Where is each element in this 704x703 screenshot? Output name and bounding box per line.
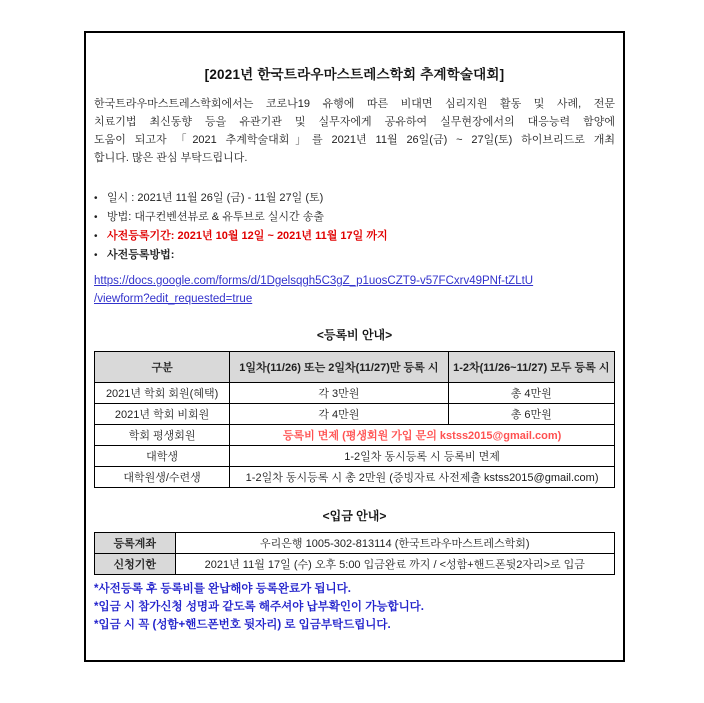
intro-line: 한국트라우마스트레스학회에서는 코로나19 유행에 따른 비대면 심리지원 활동 및 사례, 전문 (94, 98, 615, 110)
intro-line: 치료기법 최신동향 등을 유관기관 및 실무자에게 공유하여 실무현장에서의 대응능력 함양에 (94, 116, 615, 128)
intro-line: 합니다. 많은 관심 부탁드립니다. (94, 152, 248, 164)
table-row-nonmember (95, 404, 615, 425)
row-label: 2021년 학회 비회원 (95, 404, 230, 425)
registration-form-link[interactable] (94, 272, 615, 308)
fee-header-single-day: 1일차(11/26) 또는 2일차(11/27)만 등록 시 (230, 352, 448, 383)
fee-value-exempt: 등록비 면제 (평생회원 가입 문의 kstss2015@gmail.com) (230, 425, 615, 446)
payment-section-heading: <입금 안내> (322, 509, 387, 523)
intro-line: 도움이 되고자 「2021 추계학술대회」를 2021년 11월 26일(금) ~ 27일(토) 하이브리드로 개최 (94, 134, 615, 146)
payment-table (94, 532, 615, 575)
fee-header-both-days: 1-2차(11/26~11/27) 모두 등록 시 (448, 352, 614, 383)
note-line: *입금 시 참가신청 성명과 같도록 해주셔야 납부확인이 가능합니다. (94, 601, 424, 613)
row-label: 2021년 학회 회원(혜택) (95, 383, 230, 404)
event-method-text: 방법: 대구컨벤션뷰로 & 유투브로 실시간 송출 (107, 211, 324, 223)
bullet-icon: • (94, 193, 98, 204)
bank-account-value: 우리은행 1005-302-813114 (한국트라우마스트레스학회) (175, 533, 614, 554)
note-line: *사전등록 후 등록비를 완납해야 등록완료가 됩니다. (94, 583, 351, 595)
preregistration-method-text: 사전등록방법: (107, 249, 175, 261)
fee-section-heading: <등록비 안내> (316, 328, 393, 342)
bullet-icon: • (94, 231, 98, 242)
table-row-lifetime-member (95, 425, 615, 446)
bullet-icon: • (94, 212, 98, 223)
notice-document (84, 31, 625, 662)
list-item-preregistration-method (94, 246, 615, 265)
deadline-value: 2021년 11월 17일 (수) 오후 5:00 입금완료 까지 / <성함+핸드폰뒷2자리>로 입금 (175, 554, 614, 575)
note-line: *입금 시 꼭 (성함+핸드폰번호 뒷자리) 로 입금부탁드립니다. (94, 619, 391, 631)
fee-value: 각 4만원 (230, 404, 448, 425)
registration-link-line-1[interactable]: https://docs.google.com/forms/d/1Dgelsqgh5C3gZ_p1uosCZT9-v57FCxrv49PNf-tZLtU (94, 275, 534, 287)
list-item-date (94, 189, 615, 208)
list-item-preregistration-period (94, 227, 615, 246)
intro-paragraph (94, 95, 615, 167)
fee-value: 총 6만원 (448, 404, 614, 425)
fee-table (94, 351, 615, 488)
footer-notes (94, 580, 615, 634)
fee-value: 각 3만원 (230, 383, 448, 404)
fee-value: 총 4만원 (448, 383, 614, 404)
registration-link-line-2[interactable]: /viewform?edit_requested=true (94, 293, 253, 305)
table-row-member (95, 383, 615, 404)
table-row-graduate-trainee (95, 467, 615, 488)
list-item-method (94, 208, 615, 227)
table-row-account (95, 533, 615, 554)
page-title: [2021년 한국트라우마스트레스학회 추계학술대회] (204, 67, 505, 82)
row-label: 학회 평생회원 (95, 425, 230, 446)
table-row-deadline (95, 554, 615, 575)
table-row-undergraduate (95, 446, 615, 467)
row-label: 등록계좌 (95, 533, 176, 554)
preregistration-period-text: 사전등록기간: 2021년 10월 12일 ~ 2021년 11월 17일 까지 (107, 230, 388, 242)
row-label: 대학생 (95, 446, 230, 467)
fee-value: 1-2일차 동시등록 시 총 2만원 (증빙자료 사전제출 kstss2015@gmail.com) (230, 467, 615, 488)
bullet-icon: • (94, 250, 98, 261)
fee-header-category: 구분 (95, 352, 230, 383)
row-label: 신청기한 (95, 554, 176, 575)
event-date-text: 일시 : 2021년 11월 26일 (금) - 11월 27일 (토) (107, 192, 324, 204)
fee-table-header-row (95, 352, 615, 383)
fee-value: 1-2일차 동시등록 시 등록비 면제 (230, 446, 615, 467)
bullet-list (94, 189, 615, 265)
row-label: 대학원생/수련생 (95, 467, 230, 488)
